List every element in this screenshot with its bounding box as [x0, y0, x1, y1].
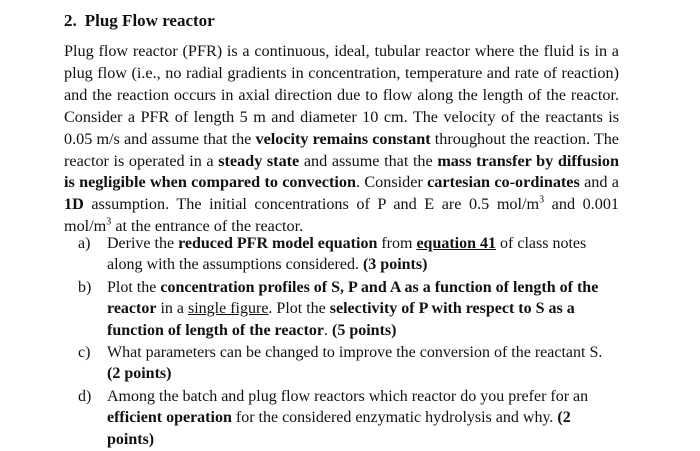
- superscript: 3: [106, 216, 112, 228]
- question-text: Plot the concentration profiles of S, P and A as a function of length of the reactor in a single figure. Plot the selectivity of P with respect to S as a function of length of the reactor. (5 points): [107, 278, 599, 339]
- text-run: . Consider: [355, 173, 428, 192]
- question-text: What parameters can be changed to improve the conversion of the reactant S. (2 points): [107, 344, 603, 383]
- section-heading: [64, 9, 215, 33]
- points-label: (5 points): [332, 321, 397, 339]
- question-b: [78, 277, 606, 341]
- question-list: [78, 233, 606, 451]
- question-marker: c): [78, 344, 91, 362]
- section-title: Plug Flow reactor: [84, 11, 215, 30]
- points-label: (2 points): [107, 409, 571, 448]
- question-marker: b): [78, 278, 92, 296]
- emphasis-steady-state: steady state: [218, 151, 300, 170]
- question-text: Among the batch and plug flow reactors which reactor do you prefer for an efficient operation for the considered enzymatic hydrolysis and why. (2 points): [107, 387, 589, 448]
- emphasis: efficient operation: [107, 409, 232, 427]
- points-label: (2 points): [107, 365, 172, 383]
- question-text: Derive the reduced PFR model equation from equation 41 of class notes along with the assumptions considered. (3 points): [107, 235, 587, 274]
- text-run: Plug flow reactor (PFR) is a continuous, ideal, tubular reactor where the fluid is in a plug flow (i.e., no radial gradients in concentration, temperature and rate of reaction) and the reaction occurs in axial direction due to flow along the length of the reactor. Consider a PFR of length 5 m and diameter 10 cm. The velocity of the reactants is 0.05 m/s and assume that the: [64, 42, 619, 148]
- emphasis-cartesian: cartesian co-ordinates: [427, 173, 580, 192]
- emphasis: concentration profiles of S, P and A as a function of length of the reactor: [107, 278, 599, 318]
- superscript: 3: [539, 194, 545, 206]
- question-c: [78, 342, 606, 385]
- text-run: and assume that the: [299, 151, 438, 170]
- problem-description: [64, 41, 619, 238]
- text-run: at the entrance of the reactor.: [111, 217, 304, 236]
- text-run: and a: [579, 173, 619, 192]
- text-run: assumption. The initial concentrations of P and E are 0.5 mol/m: [83, 195, 540, 214]
- section-number: 2.: [64, 11, 77, 30]
- emphasis-1d: 1D: [64, 195, 84, 214]
- underlined-reference: equation 41: [416, 235, 497, 252]
- emphasis: reduced PFR model equation: [178, 235, 378, 252]
- underlined-text: single figure: [188, 300, 269, 318]
- question-d: [78, 386, 606, 450]
- emphasis-velocity: velocity remains constant: [255, 129, 431, 148]
- text-run: throughout the reaction. The reactor is operated in a: [64, 129, 619, 170]
- emphasis: selectivity of P with respect to S as a function of length of the reactor: [107, 300, 575, 339]
- emphasis-mass-transfer: mass transfer by diffusion is negligible when compared to convection: [64, 151, 619, 192]
- question-a: [78, 233, 606, 276]
- question-marker: d): [78, 387, 92, 405]
- text-run: and 0.001 mol/m: [64, 195, 620, 236]
- points-label: (3 points): [362, 256, 428, 274]
- question-marker: a): [78, 235, 91, 252]
